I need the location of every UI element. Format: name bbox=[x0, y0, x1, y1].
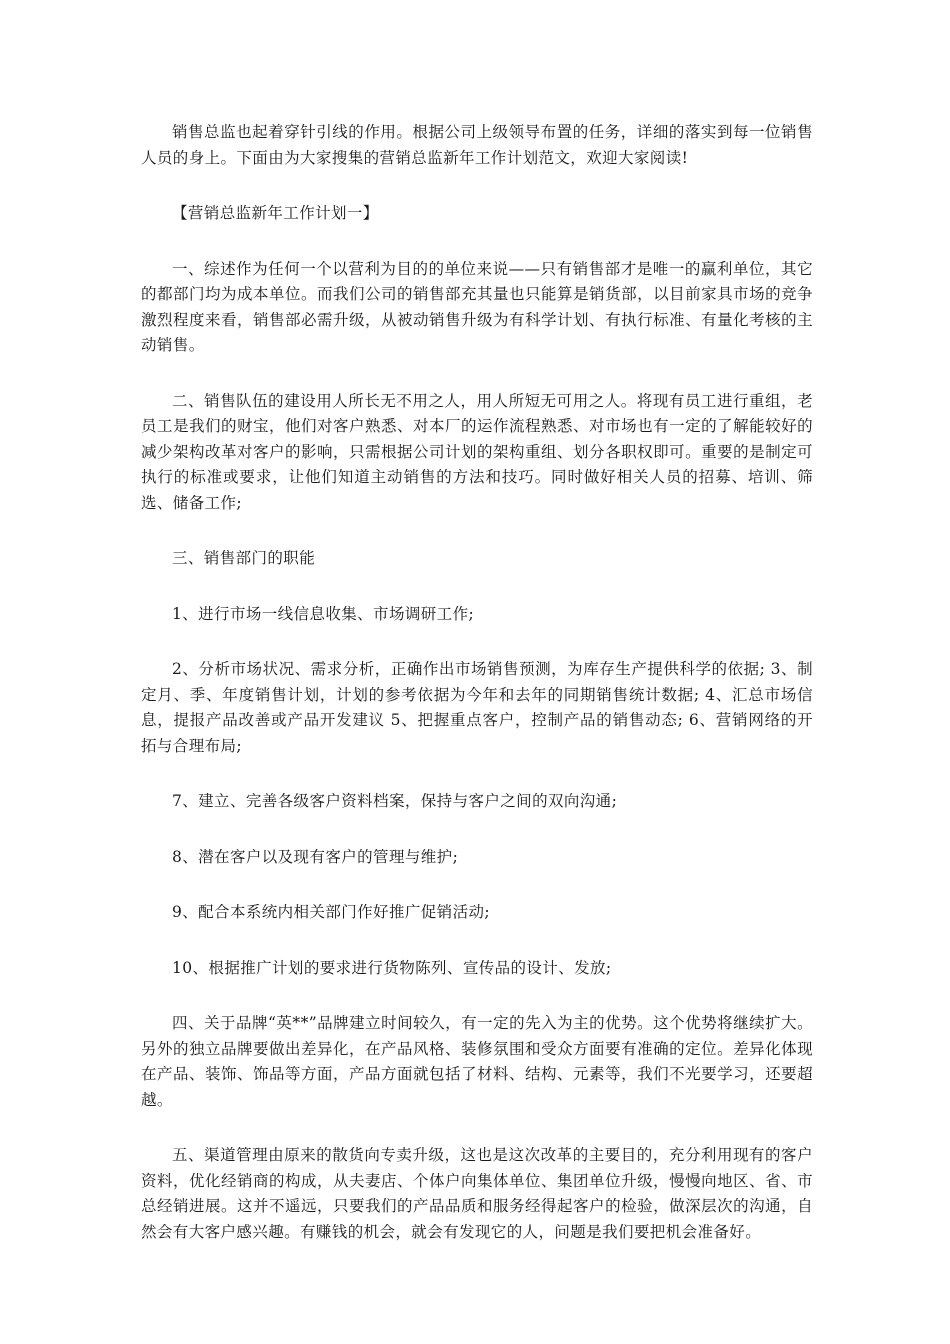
paragraph-overview: 一、综述作为任何一个以营利为目的的单位来说——只有销售部才是唯一的赢利单位，其它的都部门均为成本单位。而我们公司的销售部充其量也只能算是销货部，以目前家具市场的竞争激烈程度来看，销售部必需升级，从被动销售升级为有科学计划、有执行标准、有量化考核的主动销售。 bbox=[141, 259, 813, 354]
document-body bbox=[141, 120, 813, 1275]
list-item-2-6: 2、分析市场状况、需求分析，正确作出市场销售预测，为库存生产提供科学的依据; 3、制定月、季、年度销售计划，计划的参考依据为今年和去年的同期销售统计数据; 4、汇总市场信息，提报产品改善或产品开发建议 5、把握重点客户，控制产品的销售动态; 6、营销网络的开拓与合理布局; bbox=[141, 660, 813, 755]
paragraph-channel: 五、渠道管理由原来的散货向专卖升级，这也是这次改革的主要目的，充分利用现有的客户资料，优化经销商的构成，从夫妻店、个体户向集体单位、集团单位升级，慢慢向地区、省、市总经销进展。这并不遥远，只要我们的产品品质和服务经得起客户的检验，做深层次的沟通，自然会有大客户感兴趣。有赚钱的机会，就会有发现它的人，问题是我们要把机会准备好。 bbox=[141, 1146, 813, 1241]
list-item-10: 10、根据推广计划的要求进行货物陈列、宣传品的设计、发放; bbox=[172, 958, 612, 977]
paragraph-brand: 四、关于品牌“英**”品牌建立时间较久，有一定的先入为主的优势。这个优势将继续扩大。另外的独立品牌要做出差异化，在产品风格、装修氛围和受众方面要有准确的定位。差异化体现在产品、装饰、饰品等方面，产品方面就包括了材料、结构、元素等，我们不光要学习，还要超越。 bbox=[141, 1014, 813, 1109]
paragraph-department-functions: 三、销售部门的职能 bbox=[172, 549, 316, 567]
list-item-1: 1、进行市场一线信息收集、市场调研工作; bbox=[172, 604, 475, 623]
list-item-9: 9、配合本系统内相关部门作好推广促销活动; bbox=[172, 903, 490, 921]
paragraph-team-building: 二、销售队伍的建设用人所长无不用之人，用人所短无可用之人。将现有员工进行重组，老 员工是我们的财宝，他们对客户熟悉、对本厂的运作流程熟悉、对市场也有一定的了解能较好的减少架构改革对客户的影响，只需根据公司计划的架构重组、划分各职权即可。重要的是制定可执行的标准或要求，让他们知道主动销售的方法和技巧。同时做好相关人员的招募、培训、筛选、储备工作; bbox=[141, 391, 813, 512]
intro-paragraph: 销售总监也起着穿针引线的作用。根据公司上级领导布置的任务，详细的落实到每一位销售人员的身上。下面由为大家搜集的营销总监新年工作计划范文，欢迎大家阅读! bbox=[141, 123, 813, 167]
list-item-8: 8、潜在客户以及现有客户的管理与维护; bbox=[172, 847, 459, 866]
list-item-7: 7、建立、完善各级客户资料档案，保持与客户之间的双向沟通; bbox=[172, 792, 618, 810]
section-heading: 【营销总监新年工作计划一】 bbox=[172, 204, 379, 222]
